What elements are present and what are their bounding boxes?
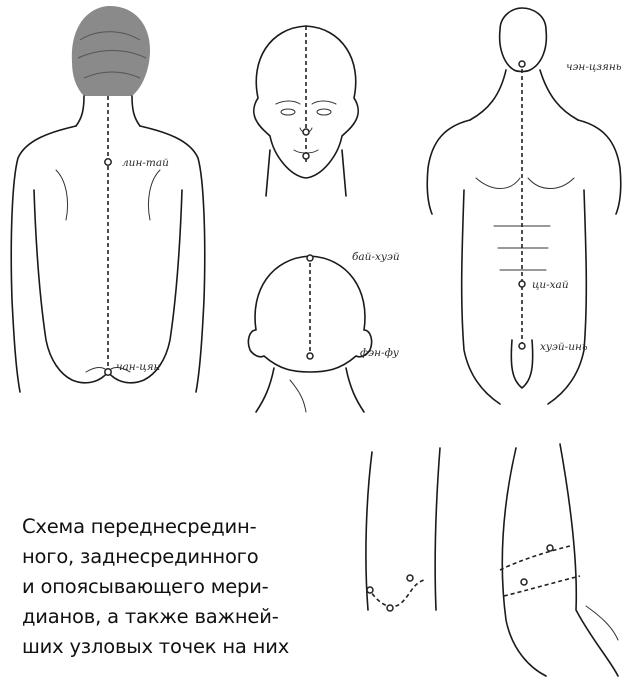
front-body-figure bbox=[427, 8, 622, 404]
back-view-figure bbox=[11, 6, 205, 392]
figure-caption bbox=[22, 512, 322, 662]
point-chang-qiang bbox=[105, 369, 111, 375]
point-nose bbox=[303, 129, 309, 135]
label-chang-qiang: чан-цян bbox=[116, 361, 161, 373]
point-cheng-jiang bbox=[519, 61, 525, 67]
point-ling-tai bbox=[105, 159, 111, 165]
point-hui-yin bbox=[519, 343, 525, 349]
label-hui-yin: хуэй-инь bbox=[540, 341, 588, 353]
belt-point-2 bbox=[387, 605, 393, 611]
caption-line: ших узловых точек на них bbox=[22, 635, 290, 658]
caption-line: ного, заднесрединного bbox=[22, 545, 259, 568]
label-cheng-jiang: чэн-цзянь bbox=[566, 61, 622, 73]
label-feng-fu: фэн-фу bbox=[360, 347, 399, 359]
caption-line: Схема переднесредин- bbox=[22, 515, 257, 538]
belt-point-3 bbox=[407, 575, 413, 581]
point-bai-hui bbox=[307, 255, 313, 261]
belt-point-1 bbox=[367, 587, 373, 593]
caption-line: дианов, а также важней- bbox=[22, 605, 279, 628]
caption-line: и опоясывающего мери- bbox=[22, 575, 269, 598]
back-head-figure bbox=[248, 251, 399, 412]
belt-meridian-figure bbox=[366, 444, 618, 676]
front-head-figure bbox=[254, 26, 358, 196]
point-feng-fu bbox=[307, 353, 313, 359]
belt-point-5 bbox=[521, 579, 527, 585]
belt-point-4 bbox=[547, 545, 553, 551]
label-ling-tai: лин-тай bbox=[122, 157, 169, 169]
point-lip bbox=[303, 153, 309, 159]
label-bai-hui: бай-хуэй bbox=[352, 251, 400, 263]
point-qi-hai bbox=[519, 281, 525, 287]
label-qi-hai: ци-хай bbox=[532, 279, 569, 291]
